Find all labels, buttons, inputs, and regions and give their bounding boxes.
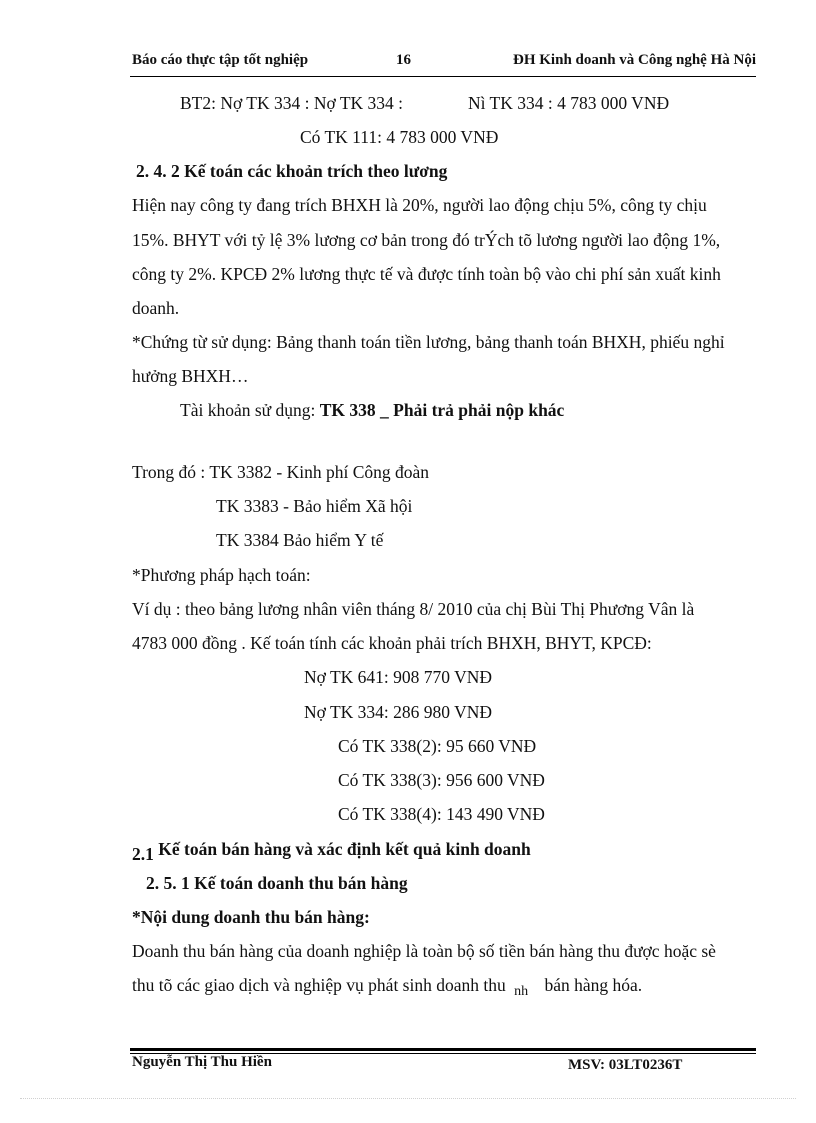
entry-co-3383: Có TK 338(3): 956 600 VNĐ [338, 770, 545, 790]
tk3383-line: TK 3383 - Bảo hiểm Xã hội [216, 496, 413, 516]
entry-co-3382: Có TK 338(2): 95 660 VNĐ [338, 736, 537, 756]
tai-khoan-line [180, 399, 564, 421]
header-report-title: Báo cáo thực tập tốt nghiệp [132, 52, 309, 68]
footer-student-id: MSV: 03LT0236T [568, 1057, 683, 1073]
co-tk111: Có TK 111: 4 783 000 VNĐ [300, 127, 499, 147]
para1-line1: Hiện nay công ty đang trích BHXH là 20%, người lao động chịu 5%, công ty chịu [132, 195, 707, 215]
doanh-thu-line2-start: thu tõ các giao dịch và nghiệp vụ phát sinh doanh thu [132, 975, 506, 995]
bt2-right: Nì TK 334 : 4 783 000 VNĐ [468, 93, 670, 113]
phuong-phap-heading: *Phương pháp hạch toán: [132, 565, 311, 585]
chung-tu-line1: *Chứng từ sử dụng: Bảng thanh toán tiền lương, bảng thanh toán BHXH, phiếu nghỉ [132, 332, 725, 352]
footer-author: Nguyễn Thị Thu Hiền [132, 1054, 272, 1070]
heading-2-4-2: 2. 4. 2 Kế toán các khoản trích theo lương [136, 161, 448, 181]
footer-rule-thick [130, 1048, 756, 1051]
tk3384-line: TK 3384 Bảo hiểm Y tế [216, 530, 384, 550]
trong-do-line: Trong đó : TK 3382 - Kinh phí Công đoàn [132, 462, 430, 482]
para1-line2: 15%. BHYT với tỷ lệ 3% lương cơ bản trong đó trÝch tõ lương người lao động 1%, [132, 230, 721, 250]
page-header [132, 52, 756, 72]
heading-2-5-1: 2. 5. 1 Kế toán doanh thu bán hàng [146, 873, 408, 893]
page-footer [132, 1054, 756, 1074]
entry-co-3384: Có TK 338(4): 143 490 VNĐ [338, 804, 545, 824]
vi-du-line2: 4783 000 đồng . Kế toán tính các khoản phải trích BHXH, BHYT, KPCĐ: [132, 633, 652, 653]
heading-2-1-title: Kế toán bán hàng và xác định kết quả kinh doanh [158, 839, 531, 859]
noi-dung-heading: *Nội dung doanh thu bán hàng: [132, 907, 370, 927]
para1-line4: doanh. [132, 298, 180, 318]
vi-du-line1: Ví dụ : theo bảng lương nhân viên tháng 8/ 2010 của chị Bùi Thị Phương Vân là [132, 599, 695, 619]
tai-khoan-name: TK 338 _ Phải trả phải nộp khác [319, 400, 565, 420]
page-bottom-border [20, 1098, 796, 1099]
chung-tu-line2: hưởng BHXH… [132, 366, 249, 386]
page-number: 16 [396, 52, 411, 68]
entry-no-641: Nợ TK 641: 908 770 VNĐ [304, 667, 492, 687]
header-university: ĐH Kinh doanh và Công nghệ Hà Nội [513, 52, 756, 68]
doanh-thu-subscript: nh [514, 984, 529, 999]
heading-2-1-number: 2.1 [132, 844, 154, 864]
entry-no-334: Nợ TK 334: 286 980 VNĐ [304, 702, 492, 722]
para1-line3: công ty 2%. KPCĐ 2% lương thực tế và được tính toàn bộ vào chi phí sản xuất kinh [132, 264, 721, 284]
header-rule [130, 76, 756, 77]
bt2-line: BT2: Nợ TK 334 : Nợ TK 334 : [180, 93, 404, 113]
heading-2-1 [132, 838, 531, 864]
doanh-thu-line2-end: bán hàng hóa. [544, 975, 643, 995]
doanh-thu-line1: Doanh thu bán hàng của doanh nghiệp là toàn bộ số tiền bán hàng thu được hoặc sè [132, 941, 716, 961]
doanh-thu-line2 [132, 974, 642, 999]
tai-khoan-intro: Tài khoản sử dụng: [180, 400, 320, 420]
